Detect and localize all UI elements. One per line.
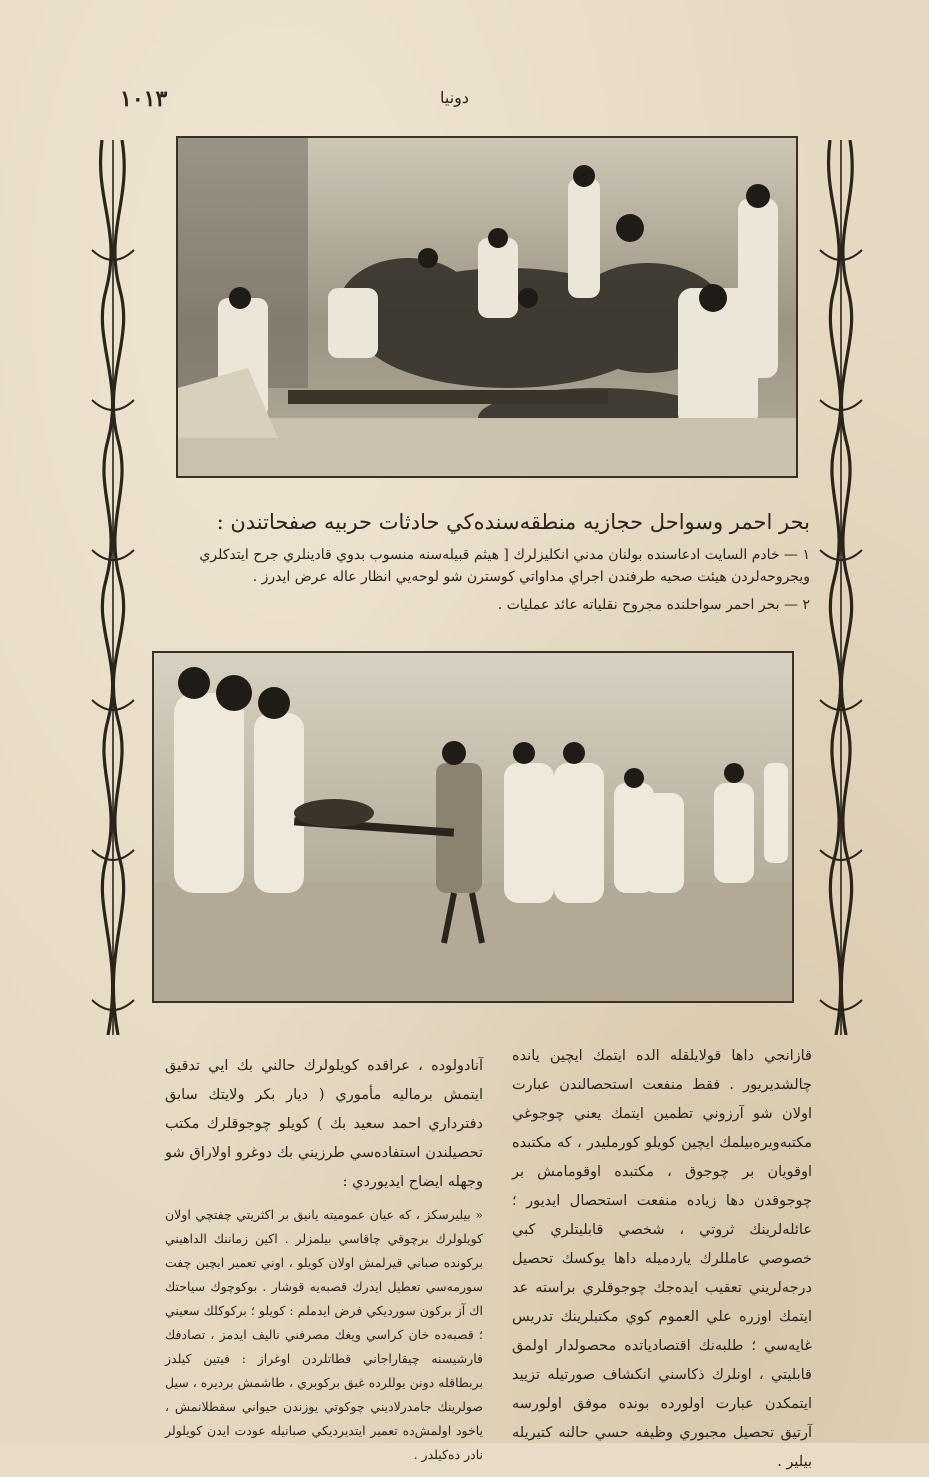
article-column-right xyxy=(512,1042,812,1477)
article-paragraph-intro: آنادولوده ، عراقده كويلولرك حالني بك ايي تدقيق ايتمش برماليه مأموري ( ديار بكر ولايتك سابق دفترداري احمد سعيد بك ) كويلو چوجوقلرك مكتب تحصيلندن استفاده‌سي طرزيني بك دوغرو اولاراق شو وجهله ايضاح ايديوردي : xyxy=(165,1058,483,1190)
photo-stretcher-bearers xyxy=(152,651,794,1003)
ornamental-border-right xyxy=(816,140,866,1035)
caption-title: بحر احمر وسواحل حجازيه منطقه‌سنده‌كي حادثات حربيه صفحاتندن : xyxy=(216,510,810,534)
caption-1: ١ — خادم السايت ادعاسنده بولنان مدني انكليزلرك [ هيثم قبيله‌سنه منسوب بدوي قادينلري جرح ايتدكلري ويجروحه‌لردن هيئت صحيه طرفندن اجراي مداواتي كوسترن شو لوحه‌يي انظار عاله عرض ايدرز . xyxy=(199,547,810,585)
photo-field-hospital xyxy=(176,136,798,478)
page-header xyxy=(100,86,820,116)
page-number: ١٠١٣ xyxy=(120,86,168,112)
ornamental-border-left xyxy=(88,140,138,1035)
photo-captions xyxy=(150,510,810,622)
running-title: دونيا xyxy=(440,88,470,107)
caption-2: ٢ — بحر احمر سواحلنده مجروح نقلياته عائد عمليات . xyxy=(497,597,810,613)
article-column-left xyxy=(165,1052,483,1467)
article-paragraph: قازانجي داها قولايلقله الده ايتمك ايچين يانده چالشديريور . فقط منفعت استحصالندن عبارت اولان شو آرزوني تطمين ايتمك يعني چوجوغي مكتبه‌ويره‌بيلمك ايچين كويلو كورمليدر ، كه مكتبده اوقويان بر چوجوق ، مكتبده اوقومامش بر چوجوقدن دها زياده منفعت استحصال ايديور ؛ عائله‌لرينك ثروتي ، شخصي قابليتلري كبي خصوصي عامللرك ياردميله داها يوكسك تحصيل درجه‌لريني تعقيب ايده‌جك چوجوقلري براسته عد ايتمك اوزره علي العموم كوي مكتبلرينك تدريس غايه‌سي ؛ طلبه‌نك اقتصادياتده محصولدار اولمق قابليتي ، اونلرك ذكاسني انكشاف صورتيله تزييد ايتمكدن عبارت اولورده بونده موفق اولورسه آرتيق تحصيل مجبوري وظيفه حسي حالنه كتيريله بيلير . xyxy=(512,1048,812,1470)
article-quote: « بيليرسكز ، كه عيان عموميته يانيق بر اكثريتي چفتچي اولان كويلولرك برچوقي چاقاسي بيلمزلر . اكين زماننك الداهيني بركونده صباني قيرلمش اولان كويلو ، اوني تعمير ايچين چفت سورمه‌سي تعطيل ايدرك قصبه‌يه قوشار . بوكوچوك سياحتك اك آز بركون سورديكي فرض ايدملم : كويلو ؛ بركوكلك سعيني ؛ قصبه‌ده خان كراسي ويغك مصرفني ناليف ايدمز ، تصادفك فارشيسنه چيقاراجاني قطاتلردن اوغراز : فيتين كيلدز بربطاقله دونن يوللرده غيق بركوبري ، طاشمش برديره ، سيل صولرينك جامدرلاديني چوكوتي يوزندن حيواني سقطلانمش ، ياخود اولمش‌ده تعمير ايتديرديكي صبانيله عودت ايدن كويلولر نادر ده‌كيلدر . xyxy=(165,1207,483,1462)
